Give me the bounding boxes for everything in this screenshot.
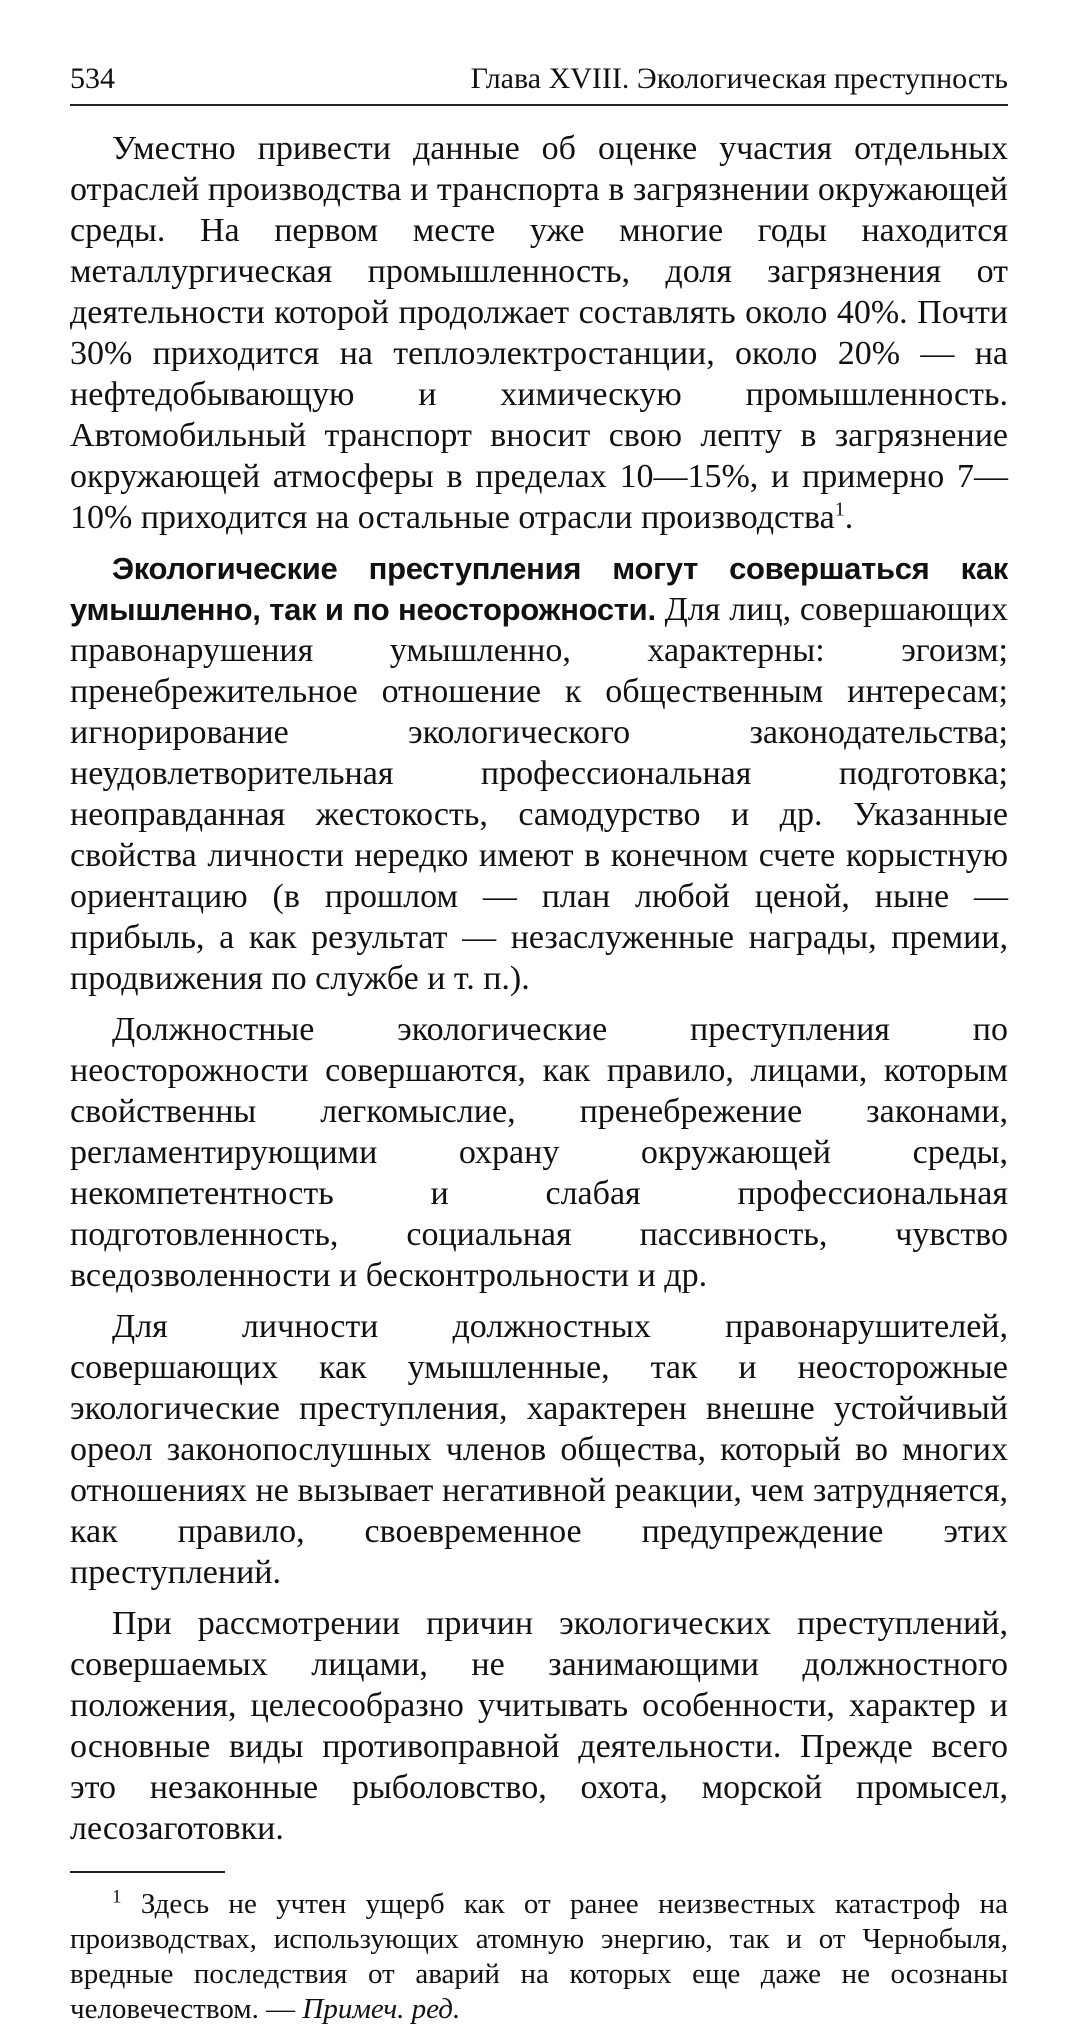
footnote-editor-note: Примеч. ред. [302,1993,461,2025]
paragraph-4-text: Для личности должностных правонарушителей, совершающих как умышленные, так и неосторожные экологические преступления, характерен внешне устойчивый ореол законопослушных членов общества, который во многих отношениях не вызывает негативной реакции, чем затрудняется, как правило, своевременное предупреждение этих преступлений. [70,1308,1008,1591]
footnote-text: Здесь не учтен ущерб как от ранее неизвестных катастроф на производствах, использующих атомную энергию, так и от Чернобыля, вредные последствия от аварий на которых еще даже не осознаны человечеством. — [70,1888,1008,2025]
book-page [70,52,1008,2027]
footnote-marker: 1 [112,1886,122,1908]
paragraph-2 [70,548,1008,999]
paragraph-1-text: Уместно привести данные об оценке участия отдельных отраслей производства и транспорта в загрязнении окружающей среды. На первом месте уже многие годы находится металлургическая промышленность, доля загрязнения от деятельности которой продолжает составлять около 40%. Почти 30% приходится на теплоэлектростанции, около 20% — на нефтедобывающую и химическую промышленность. Автомобильный транспорт вносит свою лепту в загрязнение окружающей атмосферы в пределах 10—15%, и примерно 7—10% приходится на остальные отрасли производства [70,130,1008,536]
footnote-divider [70,1871,225,1873]
page-number: 534 [70,62,115,95]
paragraph-5 [70,1603,1008,1849]
footnote [70,1887,1008,2027]
paragraph-3-text: Должностные экологические преступления по неосторожности совершаются, как правило, лицами, которым свойственны легкомыслие, пренебрежение законами, регламентирующими охрану окружающей среды, некомпетентность и слабая профессиональная подготовленность, социальная пассивность, чувство вседозволенности и бесконтрольности и др. [70,1011,1008,1294]
body-text [70,128,1008,1849]
paragraph-2-bold-lead: Экологические преступления могут совершаться как умышленно, так и по неосторожности. [70,551,1008,627]
paragraph-2-text: Для лиц, совершающих правонарушения умышленно, характерны: эгоизм; пренебрежительное отношение к общественным интересам; игнорирование экологического законодательства; неудовлетворительная профессиональная подготовка; неоправданная жестокость, самодурство и др. Указанные свойства личности нередко имеют в конечном счете корыстную ориентацию (в прошлом — план любой ценой, ныне — прибыль, а как результат — незаслуженные награды, премии, продвижения по службе и т. п.). [70,591,1008,997]
page-header [70,52,1008,106]
paragraph-3 [70,1009,1008,1296]
paragraph-5-text: При рассмотрении причин экологических преступлений, совершаемых лицами, не занимающими должностного положения, целесообразно учитывать особенности, характер и основные виды противоправной деятельности. Прежде всего это незаконные рыболовство, охота, морской промысел, лесозаготовки. [70,1605,1008,1847]
footnote-reference[interactable]: 1 [834,498,845,521]
paragraph-1 [70,128,1008,538]
paragraph-4 [70,1306,1008,1593]
paragraph-1-end: . [844,499,854,536]
running-head: Глава XVIII. Экологическая преступность [470,62,1008,95]
